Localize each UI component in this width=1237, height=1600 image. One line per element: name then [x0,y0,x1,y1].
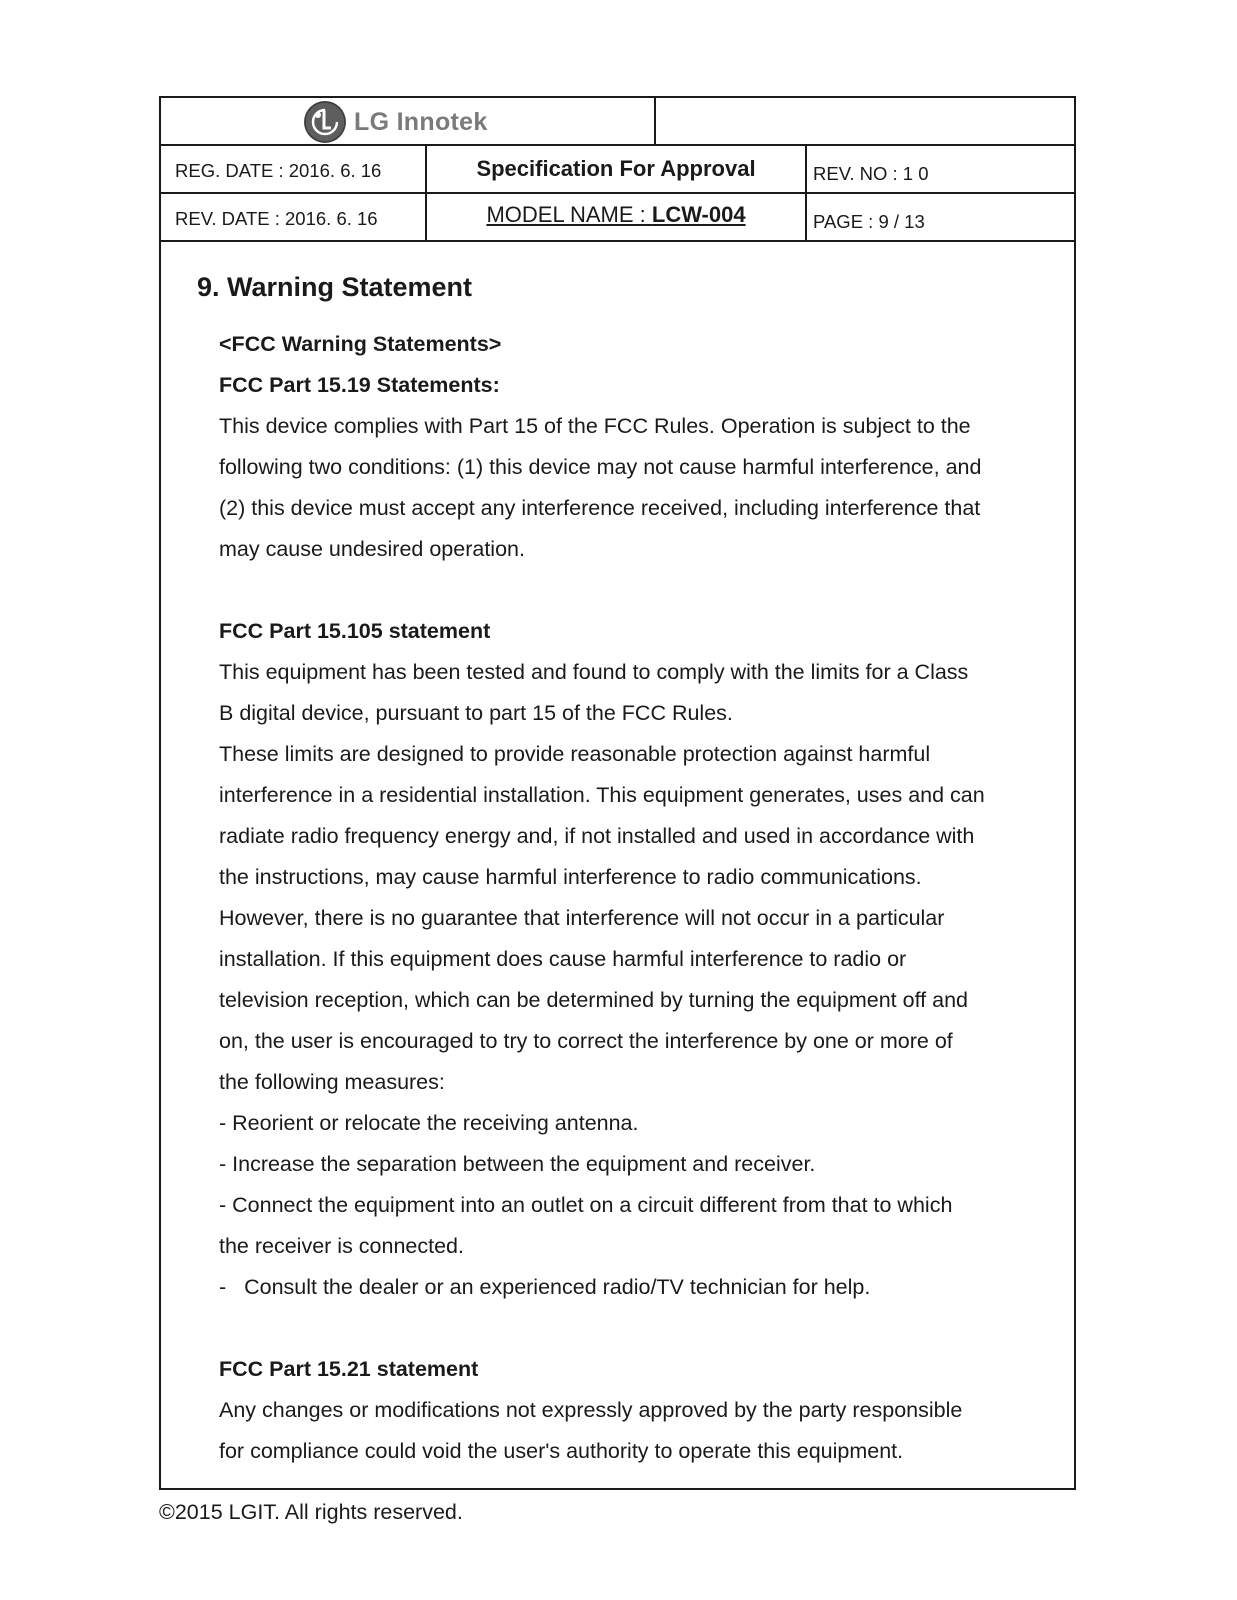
part-15-19-line: (2) this device must accept any interference received, including interference that [219,496,981,520]
copyright-footer: ©2015 LGIT. All rights reserved. [159,1500,463,1524]
measure-item: - Consult the dealer or an experienced radio/TV technician for help. [219,1275,871,1299]
model-label: MODEL NAME : [486,202,652,227]
page-number: PAGE : 9 / 13 [813,211,925,232]
header-vline-top [654,98,656,144]
part-15-105-line: on, the user is encouraged to try to correct the interference by one or more of [219,1029,953,1053]
part-15-21-title: FCC Part 15.21 statement [219,1357,479,1381]
header-divider-2 [161,192,1074,194]
part-15-19-title: FCC Part 15.19 Statements: [219,373,500,397]
reg-date: REG. DATE : 2016. 6. 16 [175,160,382,181]
part-15-19-line: This device complies with Part 15 of the FCC Rules. Operation is subject to the [219,414,971,438]
part-15-19-line: may cause undesired operation. [219,537,525,561]
part-15-105-line: television reception, which can be determined by turning the equipment off and [219,988,968,1012]
model-value: LCW-004 [651,202,746,227]
part-15-105-line: radiate radio frequency energy and, if not installed and used in accordance with [219,824,975,848]
part-15-19-line: following two conditions: (1) this device may not cause harmful interference, and [219,455,982,479]
part-15-105-line: installation. If this equipment does cause harmful interference to radio or [219,947,907,971]
measure-item-continued: the receiver is connected. [219,1234,464,1258]
rev-no: REV. NO : 1 0 [813,163,929,184]
lg-innotek-logo [304,100,488,144]
part-15-21-line: Any changes or modifications not expressly approved by the party responsible [219,1398,963,1422]
part-15-105-line: interference in a residential installation. This equipment generates, uses and can [219,783,985,807]
spec-title: Specification For Approval [476,156,756,181]
measure-item: - Reorient or relocate the receiving antenna. [219,1111,639,1135]
spec-document-frame [159,96,1076,1490]
section-title: 9. Warning Statement [197,272,473,302]
part-15-21-line: for compliance could void the user's authority to operate this equipment. [219,1439,904,1463]
logo-text: LG Innotek [354,107,488,136]
lg-logo-mark-icon [304,101,346,143]
part-15-105-line: the instructions, may cause harmful interference to radio communications. [219,865,922,889]
rev-date: REV. DATE : 2016. 6. 16 [175,208,378,229]
fcc-warning-heading: <FCC Warning Statements> [219,332,502,356]
part-15-105-title: FCC Part 15.105 statement [219,619,491,643]
measure-item: - Increase the separation between the equipment and receiver. [219,1152,816,1176]
part-15-105-line: These limits are designed to provide reasonable protection against harmful [219,742,931,766]
header-divider-3 [161,240,1074,242]
measure-item: - Connect the equipment into an outlet on a circuit different from that to which [219,1193,953,1217]
model-name [427,202,805,228]
part-15-105-line: This equipment has been tested and found to comply with the limits for a Class [219,660,969,684]
part-15-105-line: the following measures: [219,1070,445,1094]
header-divider-1 [161,144,1074,146]
part-15-105-line: B digital device, pursuant to part 15 of the FCC Rules. [219,701,733,725]
part-15-105-line: However, there is no guarantee that interference will not occur in a particular [219,906,945,930]
